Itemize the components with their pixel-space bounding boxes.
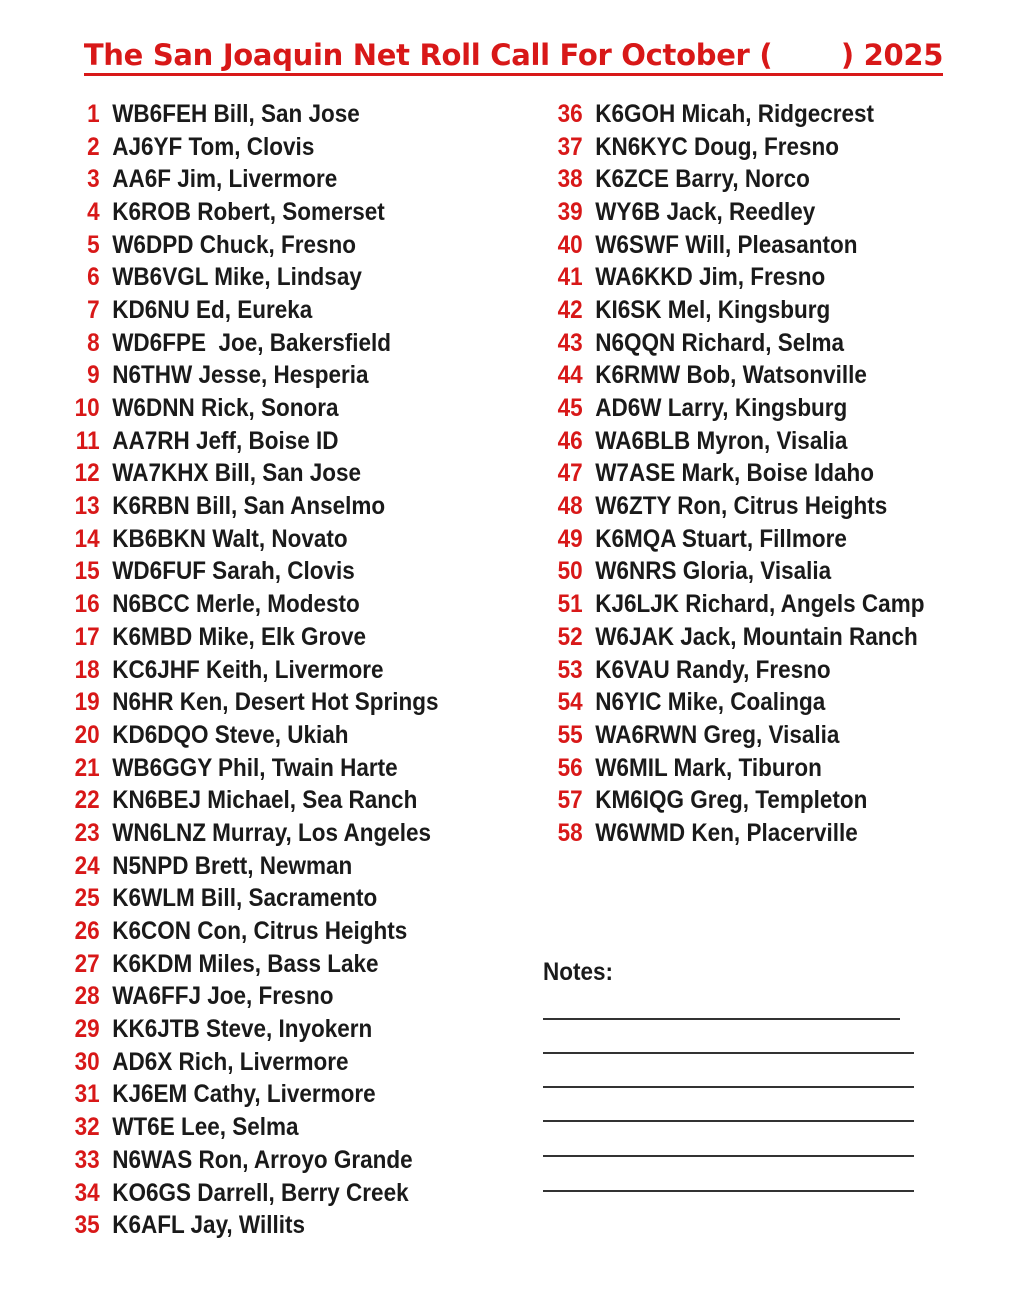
page-title bbox=[0, 38, 1027, 76]
entry-number: 20 bbox=[74, 720, 100, 749]
entry-number: 41 bbox=[557, 263, 583, 292]
note-line bbox=[543, 1190, 914, 1192]
entry-callsign-name-city: WA7KHX Bill, San Jose bbox=[112, 459, 362, 488]
entry-callsign-name-city: K6WLM Bill, Sacramento bbox=[112, 884, 378, 913]
entry-number: 6 bbox=[87, 263, 100, 292]
entry-callsign-name-city: KB6BKN Walt, Novato bbox=[112, 524, 348, 553]
roll-call-entry bbox=[543, 327, 924, 360]
entry-callsign-name-city: KJ6EM Cathy, Livermore bbox=[112, 1080, 376, 1109]
entry-callsign-name-city: WD6FUF Sarah, Clovis bbox=[112, 557, 355, 586]
entry-number: 48 bbox=[557, 492, 583, 521]
roll-call-entry bbox=[543, 686, 924, 719]
roll-call-entry bbox=[60, 163, 439, 196]
entry-callsign-name-city: KI6SK Mel, Kingsburg bbox=[595, 295, 831, 324]
roll-call-entry bbox=[60, 1144, 439, 1177]
roll-call-entry bbox=[543, 490, 924, 523]
entry-number: 19 bbox=[74, 688, 100, 717]
entry-callsign-name-city: K6MBD Mike, Elk Grove bbox=[112, 622, 367, 651]
entry-number: 10 bbox=[74, 394, 100, 423]
entry-number: 11 bbox=[75, 426, 100, 455]
entry-number: 44 bbox=[557, 361, 583, 390]
entry-number: 14 bbox=[74, 524, 100, 553]
note-line bbox=[543, 1052, 914, 1054]
entry-number: 13 bbox=[74, 492, 100, 521]
roll-call-entry bbox=[543, 392, 924, 425]
roll-call-entry bbox=[60, 523, 439, 556]
entry-callsign-name-city: K6MQA Stuart, Fillmore bbox=[595, 524, 847, 553]
entry-number: 29 bbox=[74, 1015, 100, 1044]
entry-number: 40 bbox=[557, 230, 583, 259]
entry-callsign-name-city: W6DPD Chuck, Fresno bbox=[112, 230, 356, 259]
roll-call-entry bbox=[543, 425, 924, 458]
entry-number: 31 bbox=[74, 1080, 100, 1109]
roll-call-entry bbox=[60, 1079, 439, 1112]
entry-callsign-name-city: AA7RH Jeff, Boise ID bbox=[112, 426, 339, 455]
roll-call-entry bbox=[60, 850, 439, 883]
roll-call-entry bbox=[60, 1046, 439, 1079]
roll-call-entry bbox=[543, 360, 924, 393]
entry-number: 5 bbox=[87, 230, 100, 259]
entry-callsign-name-city: K6CON Con, Citrus Heights bbox=[112, 917, 408, 946]
entry-callsign-name-city: KN6KYC Doug, Fresno bbox=[595, 132, 839, 161]
entry-number: 50 bbox=[557, 557, 583, 586]
roll-call-entry bbox=[60, 556, 439, 589]
entry-callsign-name-city: KK6JTB Steve, Inyokern bbox=[112, 1015, 373, 1044]
entry-number: 57 bbox=[557, 786, 583, 815]
entry-number: 52 bbox=[557, 622, 583, 651]
entry-callsign-name-city: WA6RWN Greg, Visalia bbox=[595, 720, 840, 749]
entry-callsign-name-city: W7ASE Mark, Boise Idaho bbox=[595, 459, 875, 488]
entry-number: 24 bbox=[74, 851, 100, 880]
entry-callsign-name-city: WB6FEH Bill, San Jose bbox=[112, 99, 360, 128]
note-line bbox=[543, 1086, 914, 1088]
entry-callsign-name-city: N6THW Jesse, Hesperia bbox=[112, 361, 369, 390]
entry-callsign-name-city: W6NRS Gloria, Visalia bbox=[595, 557, 832, 586]
entry-number: 9 bbox=[87, 361, 100, 390]
entry-number: 43 bbox=[557, 328, 583, 357]
roll-call-entry bbox=[60, 425, 439, 458]
entry-callsign-name-city: N5NPD Brett, Newman bbox=[112, 851, 353, 880]
entry-number: 28 bbox=[74, 982, 100, 1011]
entry-number: 39 bbox=[557, 197, 583, 226]
roll-call-entry bbox=[60, 98, 439, 131]
notes-label: Notes: bbox=[543, 958, 614, 986]
entry-number: 38 bbox=[557, 165, 583, 194]
entry-number: 46 bbox=[557, 426, 583, 455]
roll-call-entry bbox=[60, 752, 439, 785]
roll-call-entry bbox=[60, 229, 439, 262]
entry-number: 26 bbox=[74, 917, 100, 946]
entry-callsign-name-city: N6WAS Ron, Arroyo Grande bbox=[112, 1145, 413, 1174]
entry-callsign-name-city: WD6FPE Joe, Bakersfield bbox=[112, 328, 392, 357]
roll-call-entry bbox=[60, 360, 439, 393]
entry-callsign-name-city: KN6BEJ Michael, Sea Ranch bbox=[112, 786, 418, 815]
entry-callsign-name-city: W6WMD Ken, Placerville bbox=[595, 818, 858, 847]
roll-call-list-left bbox=[60, 98, 481, 1242]
roll-call-entry bbox=[543, 523, 924, 556]
entry-number: 35 bbox=[74, 1211, 100, 1240]
roll-call-entry bbox=[543, 621, 924, 654]
roll-call-entry bbox=[543, 458, 924, 491]
entry-callsign-name-city: WY6B Jack, Reedley bbox=[595, 197, 816, 226]
entry-callsign-name-city: KJ6LJK Richard, Angels Camp bbox=[595, 590, 925, 619]
entry-callsign-name-city: AA6F Jim, Livermore bbox=[112, 165, 338, 194]
entry-number: 47 bbox=[557, 459, 583, 488]
roll-call-entry bbox=[543, 719, 924, 752]
roll-call-entry bbox=[60, 719, 439, 752]
entry-callsign-name-city: KO6GS Darrell, Berry Creek bbox=[112, 1178, 409, 1207]
roll-call-entry bbox=[60, 784, 439, 817]
entry-number: 23 bbox=[74, 818, 100, 847]
roll-call-entry bbox=[543, 131, 924, 164]
entry-callsign-name-city: K6RMW Bob, Watsonville bbox=[595, 361, 867, 390]
roll-call-entry bbox=[60, 654, 439, 687]
entry-callsign-name-city: N6HR Ken, Desert Hot Springs bbox=[112, 688, 439, 717]
entry-callsign-name-city: N6QQN Richard, Selma bbox=[595, 328, 845, 357]
note-line bbox=[543, 1120, 914, 1122]
roll-call-entry bbox=[543, 196, 924, 229]
roll-call-entry bbox=[543, 98, 924, 131]
roll-call-entry bbox=[543, 294, 924, 327]
entry-number: 58 bbox=[557, 818, 583, 847]
entry-number: 16 bbox=[74, 590, 100, 619]
entry-number: 56 bbox=[557, 753, 583, 782]
entry-callsign-name-city: KC6JHF Keith, Livermore bbox=[112, 655, 384, 684]
page-title-text: The San Joaquin Net Roll Call For October ( ) 2025 bbox=[84, 39, 943, 76]
entry-callsign-name-city: AD6W Larry, Kingsburg bbox=[595, 394, 848, 423]
roll-call-entry bbox=[60, 261, 439, 294]
roll-call-entry bbox=[60, 981, 439, 1014]
entry-number: 27 bbox=[74, 949, 100, 978]
entry-number: 49 bbox=[557, 524, 583, 553]
roll-call-entry bbox=[60, 588, 439, 621]
notes-section bbox=[543, 958, 621, 987]
entry-callsign-name-city: WT6E Lee, Selma bbox=[112, 1113, 299, 1142]
entry-callsign-name-city: K6ROB Robert, Somerset bbox=[112, 197, 385, 226]
roll-call-list-right bbox=[543, 98, 967, 850]
entry-number: 33 bbox=[74, 1145, 100, 1174]
entry-callsign-name-city: WB6GGY Phil, Twain Harte bbox=[112, 753, 398, 782]
entry-number: 51 bbox=[557, 590, 583, 619]
roll-call-entry bbox=[543, 654, 924, 687]
entry-number: 36 bbox=[557, 99, 583, 128]
roll-call-entry bbox=[60, 948, 439, 981]
entry-number: 22 bbox=[74, 786, 100, 815]
entry-callsign-name-city: N6BCC Merle, Modesto bbox=[112, 590, 360, 619]
roll-call-entry bbox=[60, 621, 439, 654]
entry-number: 34 bbox=[74, 1178, 100, 1207]
entry-number: 18 bbox=[74, 655, 100, 684]
entry-callsign-name-city: AD6X Rich, Livermore bbox=[112, 1047, 349, 1076]
entry-callsign-name-city: KM6IQG Greg, Templeton bbox=[595, 786, 868, 815]
roll-call-entry bbox=[543, 752, 924, 785]
entry-callsign-name-city: WA6KKD Jim, Fresno bbox=[595, 263, 826, 292]
entry-number: 54 bbox=[557, 688, 583, 717]
entry-callsign-name-city: K6KDM Miles, Bass Lake bbox=[112, 949, 379, 978]
entry-number: 32 bbox=[74, 1113, 100, 1142]
entry-callsign-name-city: KD6NU Ed, Eureka bbox=[112, 295, 313, 324]
entry-number: 45 bbox=[557, 394, 583, 423]
entry-callsign-name-city: WA6FFJ Joe, Fresno bbox=[112, 982, 334, 1011]
entry-callsign-name-city: AJ6YF Tom, Clovis bbox=[112, 132, 315, 161]
roll-call-entry bbox=[60, 1013, 439, 1046]
roll-call-entry bbox=[60, 1111, 439, 1144]
entry-callsign-name-city: W6SWF Will, Pleasanton bbox=[595, 230, 858, 259]
entry-callsign-name-city: K6AFL Jay, Willits bbox=[112, 1211, 305, 1240]
entry-number: 15 bbox=[74, 557, 100, 586]
roll-call-entry bbox=[60, 883, 439, 916]
roll-call-entry bbox=[543, 556, 924, 589]
entry-number: 17 bbox=[74, 622, 100, 651]
entry-callsign-name-city: K6RBN Bill, San Anselmo bbox=[112, 492, 386, 521]
entry-number: 3 bbox=[87, 165, 100, 194]
roll-call-entry bbox=[543, 163, 924, 196]
roll-call-entry bbox=[543, 261, 924, 294]
roll-call-entry bbox=[60, 915, 439, 948]
roll-call-entry bbox=[60, 1177, 439, 1210]
entry-number: 12 bbox=[74, 459, 100, 488]
entry-callsign-name-city: W6ZTY Ron, Citrus Heights bbox=[595, 492, 888, 521]
roll-call-entry bbox=[60, 817, 439, 850]
roll-call-entry bbox=[543, 817, 924, 850]
entry-callsign-name-city: K6GOH Micah, Ridgecrest bbox=[595, 99, 875, 128]
roll-call-entry bbox=[60, 392, 439, 425]
entry-callsign-name-city: W6DNN Rick, Sonora bbox=[112, 394, 339, 423]
roll-call-entry bbox=[60, 458, 439, 491]
roll-call-entry bbox=[60, 490, 439, 523]
roll-call-entry bbox=[543, 229, 924, 262]
entry-number: 7 bbox=[87, 295, 100, 324]
entry-number: 55 bbox=[557, 720, 583, 749]
roll-call-entry bbox=[60, 196, 439, 229]
entry-callsign-name-city: N6YIC Mike, Coalinga bbox=[595, 688, 826, 717]
entry-number: 2 bbox=[87, 132, 100, 161]
roll-call-entry bbox=[60, 686, 439, 719]
entry-number: 53 bbox=[557, 655, 583, 684]
roll-call-entry bbox=[60, 294, 439, 327]
entry-number: 4 bbox=[87, 197, 100, 226]
entry-callsign-name-city: WA6BLB Myron, Visalia bbox=[595, 426, 848, 455]
entry-number: 1 bbox=[87, 99, 100, 128]
entry-callsign-name-city: W6JAK Jack, Mountain Ranch bbox=[595, 622, 918, 651]
roll-call-entry bbox=[60, 131, 439, 164]
entry-number: 21 bbox=[74, 753, 100, 782]
entry-callsign-name-city: WN6LNZ Murray, Los Angeles bbox=[112, 818, 431, 847]
entry-callsign-name-city: KD6DQO Steve, Ukiah bbox=[112, 720, 349, 749]
entry-number: 8 bbox=[87, 328, 100, 357]
entry-number: 30 bbox=[74, 1047, 100, 1076]
roll-call-entry bbox=[60, 327, 439, 360]
roll-call-entry bbox=[60, 1209, 439, 1242]
entry-callsign-name-city: K6VAU Randy, Fresno bbox=[595, 655, 831, 684]
entry-callsign-name-city: K6ZCE Barry, Norco bbox=[595, 165, 810, 194]
entry-callsign-name-city: WB6VGL Mike, Lindsay bbox=[112, 263, 362, 292]
note-line bbox=[543, 1018, 900, 1020]
entry-number: 42 bbox=[557, 295, 583, 324]
note-line bbox=[543, 1155, 914, 1157]
entry-number: 37 bbox=[557, 132, 583, 161]
entry-number: 25 bbox=[74, 884, 100, 913]
roll-call-entry bbox=[543, 784, 924, 817]
entry-callsign-name-city: W6MIL Mark, Tiburon bbox=[595, 753, 822, 782]
roll-call-entry bbox=[543, 588, 924, 621]
